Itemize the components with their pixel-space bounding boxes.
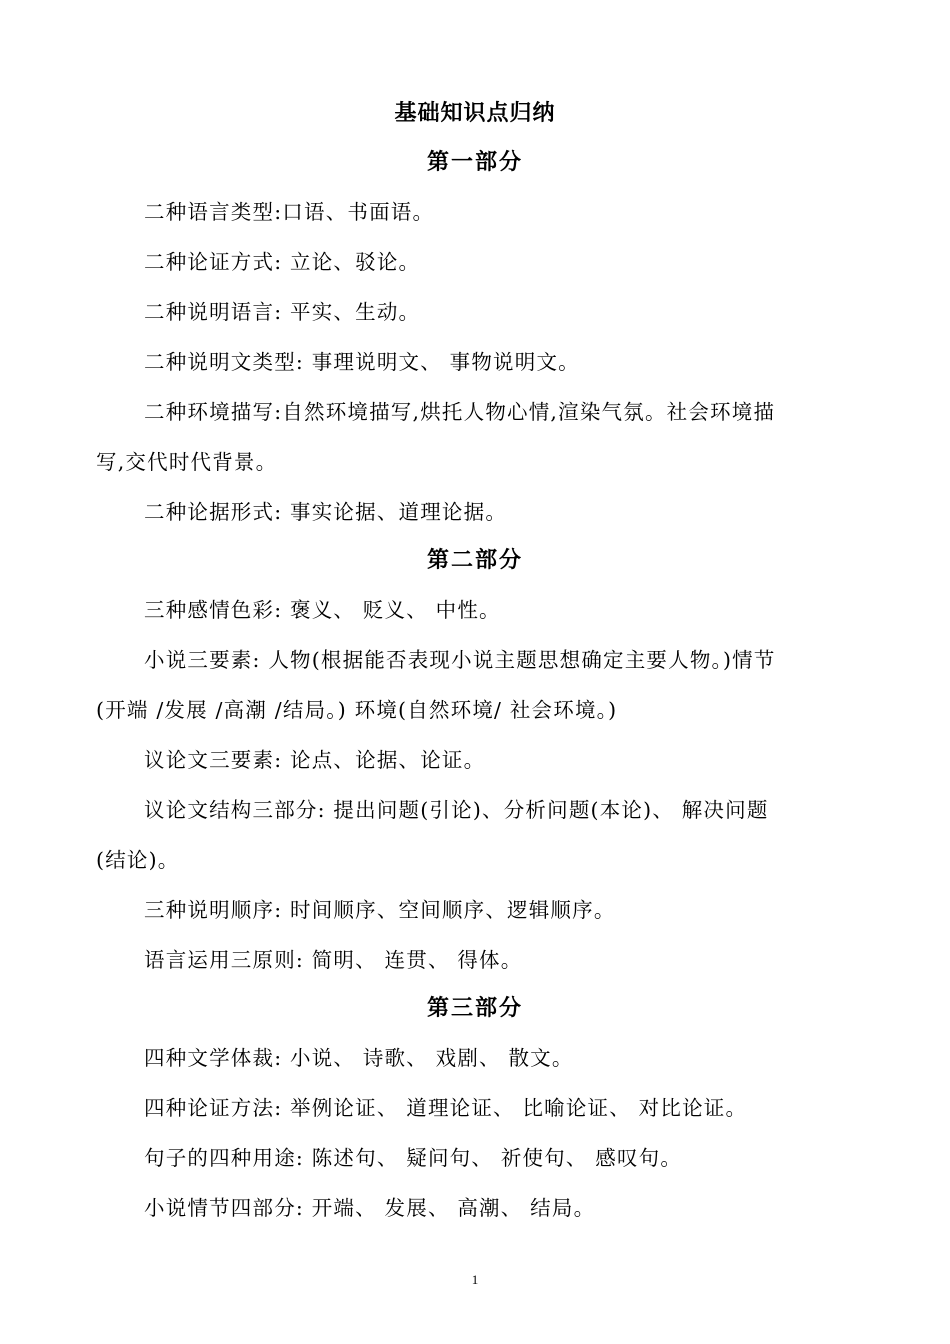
text-line-continuation: (开端 /发展 /高潮 /结局。) 环境(自然环境/ 社会环境。) <box>96 698 618 722</box>
page-number: 1 <box>471 1272 479 1287</box>
text-line-continuation: 写,交代时代背景。 <box>96 450 278 474</box>
text-line: 二种说明语言: 平实、生动。 <box>144 300 421 324</box>
text-line: 三种感情色彩: 褒义、 贬义、 中性。 <box>144 598 501 622</box>
section-heading-3: 第三部分 <box>426 995 523 1021</box>
text-line: 小说三要素: 人物(根据能否表现小说主题思想确定主要人物。)情节 <box>144 648 776 672</box>
text-line: 二种环境描写:自然环境描写,烘托人物心情,渲染气氛。社会环境描 <box>144 400 776 424</box>
text-line: 议论文三要素: 论点、论据、论证。 <box>144 748 486 772</box>
text-line: 句子的四种用途: 陈述句、 疑问句、 祈使句、 感叹句。 <box>144 1146 683 1170</box>
document-title: 基础知识点归纳 <box>394 100 556 126</box>
text-line: 二种语言类型:口语、书面语。 <box>144 200 435 224</box>
text-line: 议论文结构三部分: 提出问题(引论)、分析问题(本论)、 解决问题 <box>144 798 769 822</box>
text-line-continuation: (结论)。 <box>96 848 180 872</box>
text-line: 语言运用三原则: 简明、 连贯、 得体。 <box>144 948 523 972</box>
text-line: 二种说明文类型: 事理说明文、 事物说明文。 <box>144 350 580 374</box>
section-heading-2: 第二部分 <box>426 547 523 573</box>
text-line: 二种论据形式: 事实论据、道理论据。 <box>144 500 508 524</box>
text-line: 小说情节四部分: 开端、 发展、 高潮、 结局。 <box>144 1196 596 1220</box>
text-line: 四种论证方法: 举例论证、 道理论证、 比喻论证、 对比论证。 <box>144 1096 748 1120</box>
text-line: 二种论证方式: 立论、驳论。 <box>144 250 421 274</box>
section-heading-1: 第一部分 <box>426 149 523 175</box>
text-line: 三种说明顺序: 时间顺序、空间顺序、逻辑顺序。 <box>144 898 616 922</box>
text-line: 四种文学体裁: 小说、 诗歌、 戏剧、 散文。 <box>144 1046 574 1070</box>
